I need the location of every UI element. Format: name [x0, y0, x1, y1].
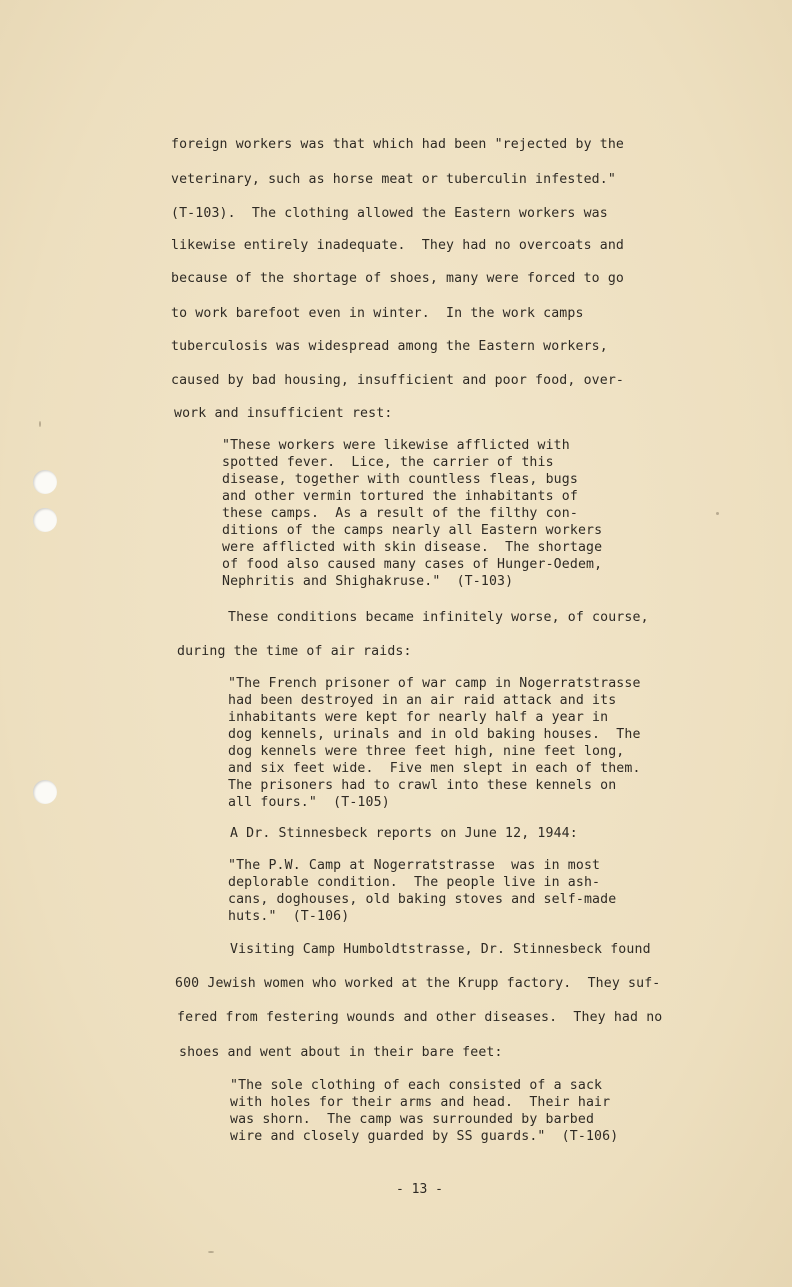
punch-hole-top [33, 470, 57, 494]
quote-text-line: was shorn. The camp was surrounded by barbed [230, 1112, 595, 1127]
body-text-line: fered from festering wounds and other diseases. They had no [177, 1010, 663, 1025]
body-text-line: A Dr. Stinnesbeck reports on June 12, 1944: [230, 826, 578, 841]
body-text-line: caused by bad housing, insufficient and poor food, over- [171, 373, 625, 388]
body-text-line: These conditions became infinitely worse, of course, [228, 610, 649, 625]
paper-speck [208, 1251, 214, 1253]
punch-hole-middle [33, 508, 57, 532]
body-text-line: to work barefoot even in winter. In the work camps [171, 306, 584, 321]
quote-text-line: huts." (T-106) [228, 909, 350, 924]
body-text-line: (T-103). The clothing allowed the Eastern workers was [171, 206, 608, 221]
quote-text-line: "The P.W. Camp at Nogerratstrasse was in most [228, 858, 601, 873]
body-text-line: because of the shortage of shoes, many were forced to go [171, 271, 625, 286]
quote-text-line: The prisoners had to crawl into these kennels on [228, 778, 617, 793]
body-text-line: veterinary, such as horse meat or tuberculin infested." [171, 172, 616, 187]
quote-text-line: cans, doghouses, old baking stoves and self-made [228, 892, 617, 907]
punch-hole-bottom [33, 780, 57, 804]
quote-text-line: of food also caused many cases of Hunger-Oedem, [222, 557, 603, 572]
paper-speck [39, 421, 41, 427]
quote-text-line: "These workers were likewise afflicted with [222, 438, 570, 453]
quote-text-line: "The sole clothing of each consisted of a sack [230, 1078, 603, 1093]
body-text-line: tuberculosis was widespread among the Eastern workers, [171, 339, 608, 354]
quote-text-line: Nephritis and Shighakruse." (T-103) [222, 574, 514, 589]
body-text-line: work and insufficient rest: [174, 406, 393, 421]
quote-text-line: and six feet wide. Five men slept in each of them. [228, 761, 641, 776]
quote-text-line: all fours." (T-105) [228, 795, 390, 810]
quote-text-line: these camps. As a result of the filthy con- [222, 506, 578, 521]
quote-text-line: inhabitants were kept for nearly half a year in [228, 710, 609, 725]
body-text-line: during the time of air raids: [177, 644, 412, 659]
quote-text-line: dog kennels, urinals and in old baking houses. The [228, 727, 641, 742]
body-text-line: shoes and went about in their bare feet: [179, 1045, 503, 1060]
paper-speck [716, 512, 719, 515]
quote-text-line: and other vermin tortured the inhabitants of [222, 489, 578, 504]
quote-text-line: "The French prisoner of war camp in Nogerratstrasse [228, 676, 641, 691]
quote-text-line: ditions of the camps nearly all Eastern workers [222, 523, 603, 538]
page-number: - 13 - [396, 1182, 443, 1197]
quote-text-line: wire and closely guarded by SS guards." (T-106) [230, 1129, 619, 1144]
quote-text-line: were afflicted with skin disease. The shortage [222, 540, 603, 555]
quote-text-line: had been destroyed in an air raid attack and its [228, 693, 617, 708]
body-text-line: 600 Jewish women who worked at the Krupp factory. They suf- [175, 976, 661, 991]
quote-text-line: spotted fever. Lice, the carrier of this [222, 455, 554, 470]
body-text-line: foreign workers was that which had been "rejected by the [171, 137, 625, 152]
quote-text-line: with holes for their arms and head. Their hair [230, 1095, 611, 1110]
quote-text-line: disease, together with countless fleas, bugs [222, 472, 578, 487]
body-text-line: Visiting Camp Humboldtstrasse, Dr. Stinnesbeck found [230, 942, 651, 957]
quote-text-line: dog kennels were three feet high, nine feet long, [228, 744, 625, 759]
body-text-line: likewise entirely inadequate. They had no overcoats and [171, 238, 625, 253]
quote-text-line: deplorable condition. The people live in ash- [228, 875, 601, 890]
